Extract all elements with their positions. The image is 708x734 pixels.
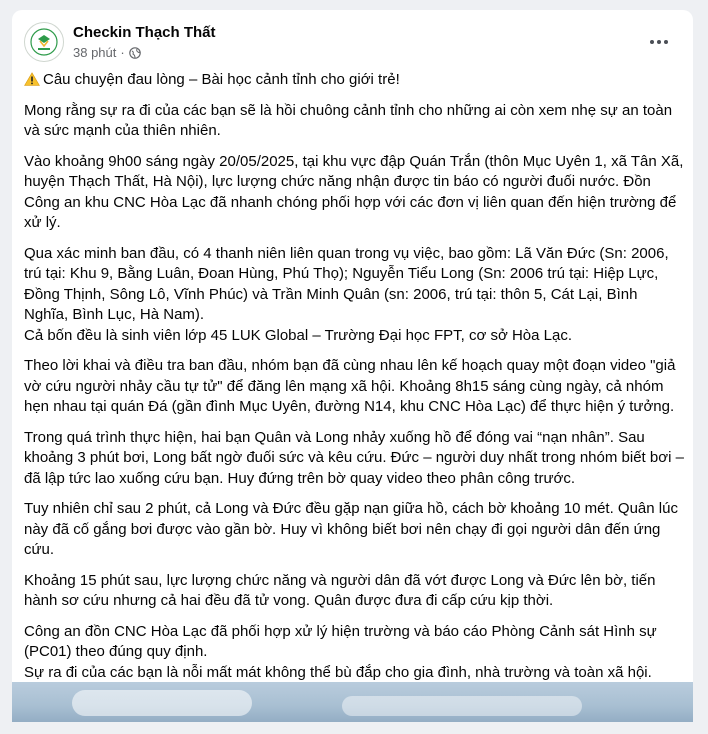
image-cloud [72,690,252,716]
post-paragraph: Khoảng 15 phút sau, lực lượng chức năng và người dân đã vớt được Long và Đức lên bờ, tiến hành sơ cứu nhưng cả hai đều đã tử vong. Quân được đưa đi cấp cứu kịp thời. [24,571,656,609]
post-meta [73,45,141,60]
meta-separator: · [120,45,125,60]
post-paragraph [24,70,684,91]
post-image[interactable] [12,682,693,722]
post-header [24,22,681,72]
page-avatar[interactable] [24,22,64,62]
post-paragraph: Cả bốn đều là sinh viên lớp 45 LUK Global – Trường Đại học FPT, cơ sở Hòa Lạc. [24,326,572,344]
post-card [12,10,693,712]
post-paragraph: Mong rằng sự ra đi của các bạn sẽ là hồi chuông cảnh tỉnh cho những ai còn xem nhẹ sự an toàn và sức mạnh của thiên nhiên. [24,101,673,139]
post-text [24,70,684,734]
logo-icon [29,27,59,57]
post-paragraph: Sự ra đi của các bạn là nỗi mất mát không thể bù đắp cho gia đình, nhà trường và toàn xã hội. [24,663,652,681]
post-paragraph: Công an đồn CNC Hòa Lạc đã phối hợp xử lý hiện trường và báo cáo Phòng Cảnh sát Hình sự (PC01) theo đúng quy định. [24,622,657,660]
more-options-dot [664,40,668,44]
more-options-button[interactable] [645,30,673,54]
post-time[interactable]: 38 phút [73,45,117,60]
post-headline: Câu chuyện đau lòng – Bài học cảnh tỉnh cho giới trẻ! [43,71,400,88]
post-paragraph: Tuy nhiên chỉ sau 2 phút, cả Long và Đức đều gặp nạn giữa hồ, cách bờ khoảng 10 mét. Quân lúc này đã cố gắng bơi được vào gần bờ. Huy vì không biết bơi nên chạy đi gọi người dân đến ứng cứu. [24,500,678,558]
page-name-link[interactable]: Checkin Thạch Thất [73,24,216,41]
image-cloud [342,696,582,716]
post-paragraph: Theo lời khai và điều tra ban đầu, nhóm bạn đã cùng nhau lên kế hoạch quay một đoạn video "giả vờ cứu người nhảy cầu tự tử" để đăng lên mạng xã hội. Khoảng 8h15 sáng cùng ngày, cả nhóm hẹn nhau tại quán Đá (gần đình Mục Uyên, đường N14, khu CNC Hòa Lạc) để thực hiện ý tưởng. [24,357,676,415]
more-options-dot [657,40,661,44]
post-paragraph: Trong quá trình thực hiện, hai bạn Quân và Long nhảy xuống hồ để đóng vai “nạn nhân”. Sau khoảng 3 phút bơi, Long bất ngờ đuối sức và kêu cứu. Đức – người duy nhất trong nhóm biết bơi – đã lập tức lao xuống cứu bạn. Huy đứng trên bờ quay video theo phân công trước. [24,428,684,487]
post-paragraph: Qua xác minh ban đầu, có 4 thanh niên liên quan trong vụ việc, bao gồm: Lã Văn Đức (Sn: 2006, trú tại: Khu 9, Bằng Luân, Đoan Hùng, Phú Thọ); Nguyễn Tiểu Long (Sn: 2006 trú tại: Hiệp Lực, Đồng Thịnh, Sông Lô, Vĩnh Phúc) và Trần Minh Quân (sn: 2006, trú tại: thôn 5, Cát Lại, Bình Nghĩa, Bình Lục, Hà Nam). [24,244,669,323]
post-paragraph: Vào khoảng 9h00 sáng ngày 20/05/2025, tại khu vực đập Quán Trắn (thôn Mục Uyên 1, xã Tân Xã, huyện Thạch Thất, Hà Nội), lực lượng chức năng nhận được tin báo có người đuối nước. Đồn Công an khu CNC Hòa Lạc đã nhanh chóng phối hợp với các đơn vị liên quan đến hiện trường để xử lý. [24,152,684,231]
globe-icon[interactable] [129,47,141,59]
warning-icon [24,72,40,86]
more-options-icon [650,40,654,44]
